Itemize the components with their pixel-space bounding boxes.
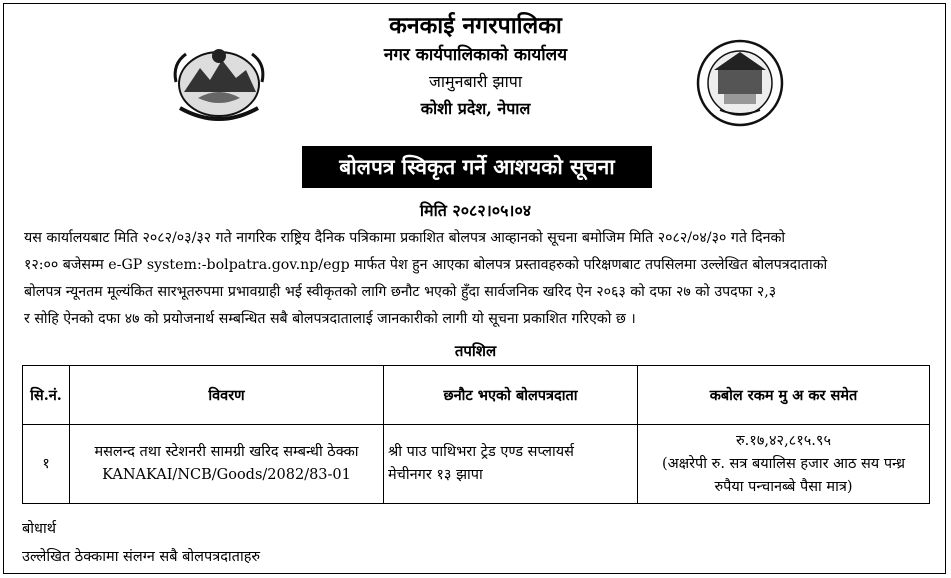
bidder-line: मेचीनगर १३ झापा xyxy=(388,467,483,483)
organization-name: कनकाई नगरपालिका xyxy=(389,12,562,39)
notice-title: बोलपत्र स्विकृत गर्ने आशयको सूचना xyxy=(302,146,652,188)
description-line: मसलन्द तथा स्टेशनरी सामग्री खरिद सम्बन्धी ठेक्का xyxy=(94,444,359,460)
amount-line: (अक्षरेपी रु. सत्र बयालिस हजार आठ सय पन्ध्र xyxy=(661,455,905,472)
footer-cc-label: बोधार्थ xyxy=(22,521,56,537)
description-line: KANAKAI/NCB/Goods/2082/83-01 xyxy=(102,467,351,483)
header-sn: सि.नं. xyxy=(23,366,70,425)
address-line-2: कोशी प्रदेश, नेपाल xyxy=(420,99,531,118)
schedule-table xyxy=(22,365,930,504)
table-header-row xyxy=(23,366,930,425)
cell-amount xyxy=(638,425,930,504)
header-amount: कबोल रकम मु अ कर समेत xyxy=(638,366,930,425)
body-line: १२:०० बजेसम्म e-GP system:-bolpatra.gov.np/egp मार्फत पेश हुन आएका बोलपत्र प्रस्तावहरुको परिक्षणबाट तपसिलमा उल्लेखित बोलपत्रदाताको xyxy=(24,257,828,273)
footer-cc-recipients: उल्लेखित ठेक्कामा संलग्न सबै बोलपत्रदाताहरु xyxy=(22,549,261,565)
table-row xyxy=(23,425,930,504)
notice-date: मिति २०८२।०५।०४ xyxy=(419,201,532,220)
notice-body xyxy=(24,225,934,333)
body-line: बोलपत्र न्यूनतम मूल्यंकित सारभूतरुपमा प्रभावग्राही भई स्वीकृतको लागि छनौट भएको हुँदा सार्वजनिक खरिद ऐन २०६३ को दफा २७ को उपदफा २,३ xyxy=(24,284,777,300)
body-line: यस कार्यालयबाट मिति २०८२/०३/३२ गते नागरिक राष्ट्रिय दैनिक पत्रिकामा प्रकाशित बोलपत्र आव्हानको सूचना बमोजिम मिति २०८२/०४/३० गते दिनको xyxy=(24,230,786,246)
cell-sn: १ xyxy=(23,425,70,504)
body-line: र सोहि ऐनको दफा ४७ को प्रयोजनार्थ सम्बन्धित सबै बोलपत्रदातालाई जानकारीको लागी यो सूचना प्रकाशित गरिएको छ । xyxy=(24,311,636,327)
header-bidder: छनौट भएको बोलपत्रदाता xyxy=(384,366,638,425)
schedule-title: तपशिल xyxy=(454,342,497,360)
office-name: नगर कार्यपालिकाको कार्यालय xyxy=(383,45,568,65)
amount-line: रु.१७,४२,८१५.९५ xyxy=(736,432,831,449)
cell-bidder xyxy=(384,425,638,504)
cell-description xyxy=(70,425,384,504)
bidder-line: श्री पाउ पाथिभरा ट्रेड एण्ड सप्लायर्स xyxy=(388,444,574,460)
amount-line: रुपैया पन्चानब्बे पैसा मात्र) xyxy=(714,478,853,495)
address-line-1: जामुनबारी झापा xyxy=(429,72,522,91)
header-description: विवरण xyxy=(70,366,384,425)
